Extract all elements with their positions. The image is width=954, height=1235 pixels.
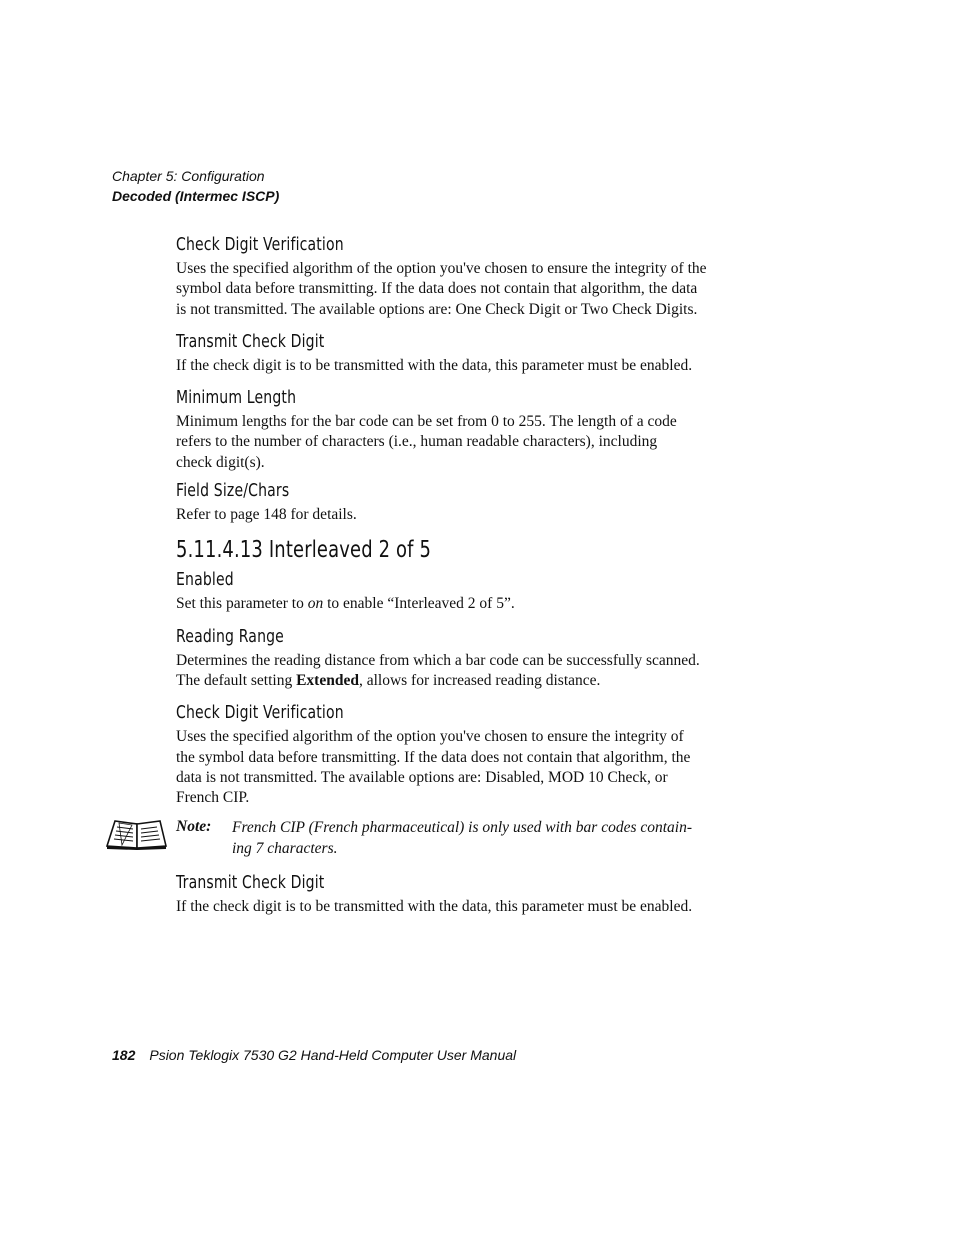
section-heading-interleaved-2-of-5: 5.11.4.13 Interleaved 2 of 5 (176, 537, 432, 564)
paragraph-line (176, 594, 746, 614)
heading-field-size-chars: Field Size/Chars (176, 480, 290, 502)
paragraph-line: French CIP. (176, 789, 250, 807)
paragraph-line: refers to the number of characters (i.e., human readable characters), including (176, 433, 658, 451)
paragraph-line: Refer to page 148 for details. (176, 506, 357, 524)
note-line: ing 7 characters. (232, 839, 338, 857)
heading-reading-range: Reading Range (176, 625, 284, 647)
text: Set this parameter to (176, 595, 308, 613)
page-content (176, 230, 746, 917)
heading-transmit-check-digit-2: Transmit Check Digit (176, 872, 325, 894)
heading-check-digit-verification: Check Digit Verification (176, 234, 344, 255)
paragraph-line: symbol data before transmitting. If the data does not contain that algorithm, the data (176, 280, 698, 298)
paragraph-line: If the check digit is to be transmitted with the data, this parameter must be enabled. (176, 356, 693, 374)
paragraph-line: check digit(s). (176, 453, 265, 471)
paragraph-line: Uses the specified algorithm of the option you've chosen to ensure the integrity of the (176, 260, 707, 277)
paragraph-line: Uses the specified algorithm of the option you've chosen to ensure the integrity of (176, 728, 684, 746)
note-line: French CIP (French pharmaceutical) is only used with bar codes contain- (232, 819, 693, 837)
heading-check-digit-verification-2: Check Digit Verification (176, 702, 344, 724)
heading-minimum-length: Minimum Length (176, 387, 297, 409)
running-header-section: Decoded (Intermec ISCP) (112, 188, 280, 204)
bold-text: Extended (296, 671, 359, 689)
emphasis-text: on (307, 595, 324, 613)
note-block (176, 818, 746, 859)
note-text (232, 818, 744, 859)
paragraph-line: Determines the reading distance from which a bar code can be successfully scanned. (176, 651, 700, 669)
heading-transmit-check-digit: Transmit Check Digit (176, 330, 325, 352)
page-number: 182 (112, 1047, 136, 1063)
paragraph-line: If the check digit is to be transmitted with the data, this parameter must be enabled. (176, 898, 693, 916)
paragraph-line: is not transmitted. The available options are: One Check Digit or Two Check Digits. (176, 300, 698, 318)
paragraph-line (176, 671, 746, 691)
text: The default setting (176, 671, 297, 689)
note-label: Note: (176, 818, 212, 836)
text: to enable “Interleaved 2 of 5”. (323, 595, 515, 613)
book-icon (104, 818, 168, 850)
paragraph-line: the symbol data before transmitting. If the data does not contain that algorithm, the (176, 748, 691, 766)
text: , allows for increased reading distance. (358, 671, 601, 689)
heading-enabled: Enabled (176, 569, 234, 591)
manual-title: Psion Teklogix 7530 G2 Hand-Held Computer User Manual (149, 1047, 517, 1063)
page-footer (112, 1047, 516, 1063)
paragraph-line: data is not transmitted. The available options are: Disabled, MOD 10 Check, or (176, 768, 668, 786)
running-header-chapter: Chapter 5: Configuration (112, 168, 265, 184)
paragraph-line: Minimum lengths for the bar code can be set from 0 to 255. The length of a code (176, 413, 677, 431)
